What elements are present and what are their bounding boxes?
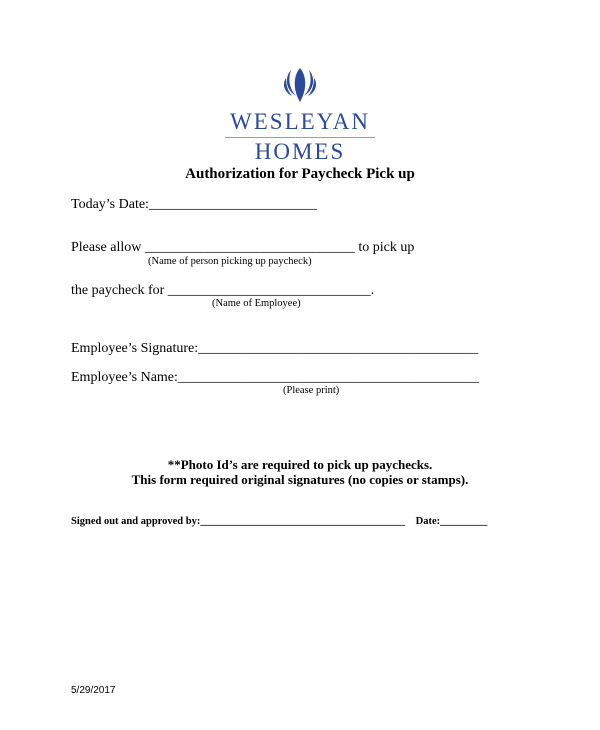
employee-name-field[interactable]: _____________________________	[167, 283, 371, 298]
signature-field[interactable]: ________________________________________	[198, 341, 479, 356]
signed-out-row	[71, 516, 487, 527]
employee-print-name-field[interactable]: ___________________________________________	[177, 370, 479, 385]
signed-out-field[interactable]: _______________________________________	[200, 516, 406, 527]
photo-id-notice: **Photo Id’s are required to pick up paychecks.	[167, 457, 433, 472]
period: .	[370, 283, 375, 298]
employee-hint: (Name of Employee)	[212, 298, 301, 309]
logo-divider	[225, 137, 375, 138]
todays-date-label: Today’s Date:	[71, 197, 149, 212]
date-label: Date:	[415, 516, 441, 527]
signed-out-label: Signed out and approved by:	[71, 516, 201, 527]
signature-row	[71, 341, 478, 357]
to-pick-up-label: to pick up	[358, 240, 415, 255]
person-name-field[interactable]: ______________________________	[144, 240, 355, 255]
signature-label: Employee’s Signature:	[71, 341, 199, 356]
please-allow-row	[71, 240, 414, 256]
todays-date-row	[71, 197, 317, 213]
date-field[interactable]: _________	[440, 516, 488, 527]
employee-name-label: Employee’s Name:	[71, 370, 178, 385]
form-title: Authorization for Paycheck Pick up	[185, 166, 415, 182]
print-hint: (Please print)	[283, 385, 340, 396]
employee-name-row	[71, 370, 479, 386]
signature-notice: This form required original signatures (no copies or stamps).	[131, 472, 469, 487]
paycheck-for-label: the paycheck for	[71, 283, 165, 298]
paycheck-for-row	[71, 283, 374, 299]
please-allow-label: Please allow	[71, 240, 142, 255]
logo-line2: HOMES	[254, 139, 346, 164]
footer-date: 5/29/2017	[71, 685, 116, 696]
person-hint: (Name of person picking up paycheck)	[148, 256, 312, 267]
logo-line1: WESLEYAN	[230, 109, 370, 134]
wesleyan-homes-logo	[0, 66, 600, 163]
tulip-logo-icon	[278, 66, 322, 106]
todays-date-field[interactable]: ________________________	[148, 197, 317, 212]
